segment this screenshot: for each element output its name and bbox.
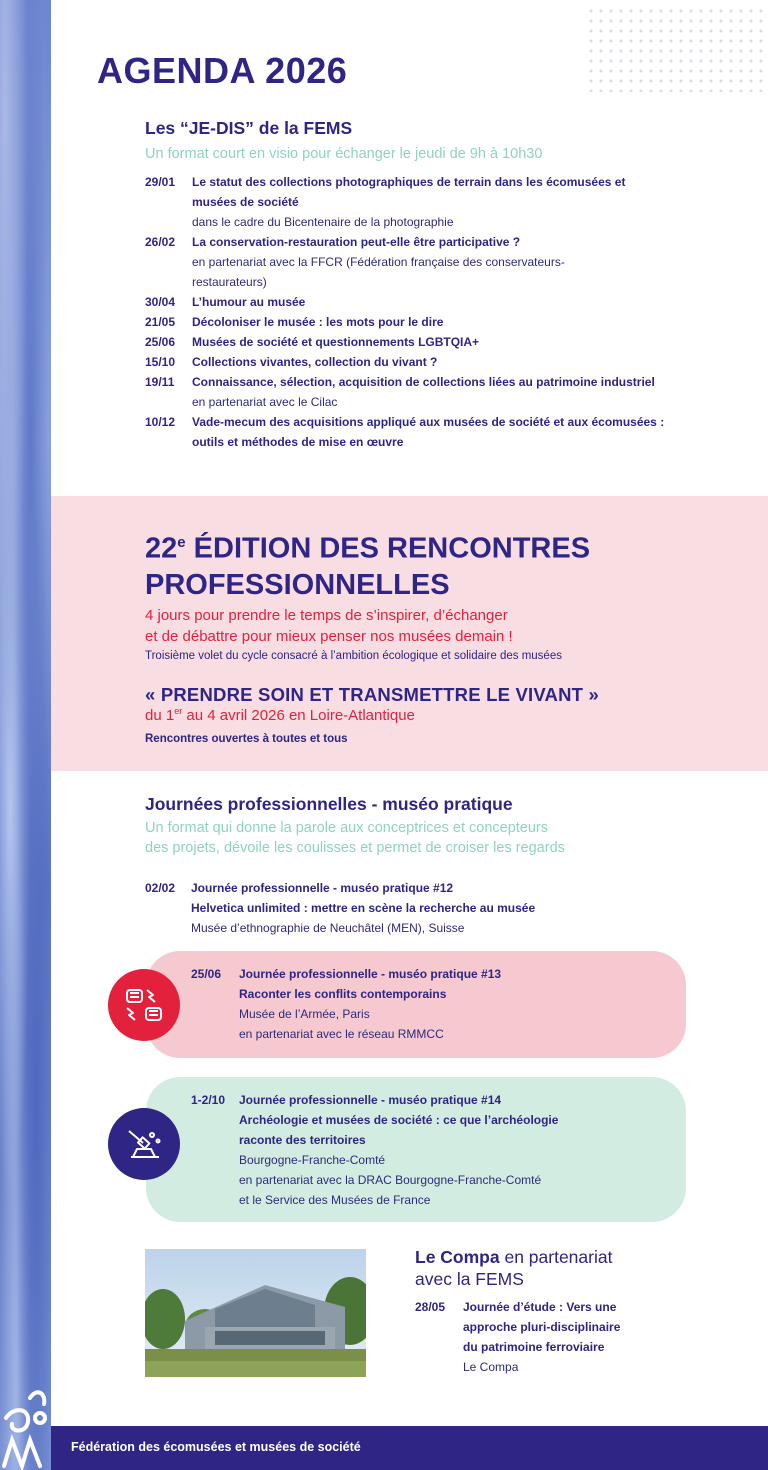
list-item <box>145 412 665 452</box>
event-partner-2: et le Service des Musées de France <box>239 1193 431 1207</box>
archaeology-brush-icon <box>108 1108 180 1180</box>
rencontres-theme: « PRENDRE SOIN ET TRANSMETTRE LE VIVANT » <box>145 684 599 705</box>
dates-sup: er <box>174 706 183 716</box>
list-item <box>145 878 535 938</box>
event-date: 25/06 <box>191 967 222 981</box>
compa-heading <box>415 1246 612 1290</box>
list-item <box>145 332 665 352</box>
footer <box>51 1426 768 1470</box>
footer-text: Fédération des écomusées et musées de société <box>71 1440 361 1454</box>
event-note: en partenariat avec le Cilac <box>192 395 338 409</box>
list-item <box>191 1090 558 1210</box>
event-title: La conservation-restauration peut-elle être participative ? <box>192 235 521 249</box>
list-item <box>145 292 665 312</box>
rencontres-dates <box>145 706 415 724</box>
event-date: 19/11 <box>145 375 175 389</box>
event-date: 25/06 <box>145 335 176 349</box>
event-title-line3: du patrimoine ferroviaire <box>463 1340 605 1354</box>
event-note: dans le cadre du Bicentenaire de la photographie <box>192 215 454 229</box>
event-place: Musée d’ethnographie de Neuchâtel (MEN), Suisse <box>191 921 465 935</box>
compa-heading-rest: en partenariat <box>499 1247 613 1267</box>
event-date: 15/10 <box>145 355 176 369</box>
list-item <box>145 232 665 292</box>
journees-subtitle-line1: Un format qui donne la parole aux conceptrices et concepteurs <box>145 820 549 836</box>
event-title: Collections vivantes, collection du vivant ? <box>192 355 438 369</box>
event-title: Raconter les conflits contemporains <box>239 987 447 1001</box>
list-item <box>145 372 665 412</box>
rencontres-open: Rencontres ouvertes à toutes et tous <box>145 733 348 745</box>
fist-conflict-icon <box>108 969 180 1041</box>
event-title: Décoloniser le musée : les mots pour le dire <box>192 315 444 329</box>
decorative-dot-grid <box>586 6 764 92</box>
event-name: Journée professionnelle - muséo pratique #14 <box>239 1093 502 1107</box>
event-title: Musées de société et questionnements LGBTQIA+ <box>192 335 480 349</box>
rencontres-volet: Troisième volet du cycle consacré à l’ambition écologique et solidaire des musées <box>145 650 562 662</box>
heading-line2: PROFESSIONNELLES <box>145 568 450 601</box>
page-title: AGENDA 2026 <box>97 50 348 91</box>
event-title-line2: raconte des territoires <box>239 1133 366 1147</box>
event-partner: en partenariat avec la DRAC Bourgogne-Franche-Comté <box>239 1173 542 1187</box>
edition-number: 22 <box>145 532 178 565</box>
event-date: 1-2/10 <box>191 1093 226 1107</box>
event-date: 10/12 <box>145 415 176 429</box>
event-title: Vade-mecum des acquisitions appliqué aux musées de société et aux écomusées : outils et méthodes de mise en œuvre <box>192 415 665 449</box>
event-date: 26/02 <box>145 235 176 249</box>
rencontres-heading <box>145 525 590 603</box>
journees-subtitle-line2: des projets, dévoile les coulisses et permet de croiser les regards <box>145 840 565 856</box>
jedis-subtitle: Un format court en visio pour échanger le jeudi de 9h à 10h30 <box>145 146 543 162</box>
journees-heading: Journées professionnelles - muséo pratique <box>145 794 513 814</box>
le-compa-building-photo <box>145 1249 366 1377</box>
event-date: 30/04 <box>145 295 176 309</box>
event-date: 29/01 <box>145 175 176 189</box>
event-title: Helvetica unlimited : mettre en scène la recherche au musée <box>191 901 536 915</box>
event-place: Musée de l’Armée, Paris <box>239 1007 370 1021</box>
event-note: en partenariat avec la FFCR (Fédération française des conservateurs-restaurateurs) <box>192 255 565 289</box>
compa-name: Le Compa <box>415 1247 500 1267</box>
rencontres-intro-line1: 4 jours pour prendre le temps de s’inspirer, d’échanger <box>145 607 508 624</box>
jedis-heading: Les “JE-DIS” de la FEMS <box>145 118 353 138</box>
compa-heading-line2: avec la FEMS <box>415 1269 524 1289</box>
event-title: L’humour au musée <box>192 295 306 309</box>
dates-suffix: au 4 avril 2026 en Loire-Atlantique <box>182 707 415 724</box>
event-partner: en partenariat avec le réseau RMMCC <box>239 1027 444 1041</box>
jedis-list <box>145 172 665 452</box>
list-item <box>191 964 501 1044</box>
event-name: Journée professionnelle - muséo pratique #13 <box>239 967 502 981</box>
list-item <box>145 172 665 232</box>
event-place: Le Compa <box>463 1360 519 1374</box>
rencontres-intro-line2: et de débattre pour mieux penser nos musées demain ! <box>145 628 513 645</box>
event-date: 02/02 <box>145 881 176 895</box>
event-title-line2: approche pluri-disciplinaire <box>463 1320 621 1334</box>
event-date: 28/05 <box>415 1300 446 1314</box>
dates-prefix: du 1 <box>145 707 175 724</box>
fems-logo-icon <box>0 1378 51 1470</box>
heading-line1: ÉDITION DES RENCONTRES <box>185 532 591 565</box>
event-title-line1: Journée d’étude : Vers une <box>463 1300 617 1314</box>
list-item <box>145 352 665 372</box>
event-title: Le statut des collections photographiques de terrain dans les écomusées et musées de société <box>192 175 626 209</box>
event-date: 21/05 <box>145 315 176 329</box>
event-name: Journée professionnelle - muséo pratique #12 <box>191 881 454 895</box>
edition-suffix: e <box>177 534 186 551</box>
list-item <box>415 1297 620 1377</box>
decorative-side-band <box>0 0 51 1470</box>
list-item <box>145 312 665 332</box>
event-place: Bourgogne-Franche-Comté <box>239 1153 386 1167</box>
event-title: Connaissance, sélection, acquisition de collections liées au patrimoine industriel <box>192 375 655 389</box>
event-title-line1: Archéologie et musées de société : ce que l’archéologie <box>239 1113 559 1127</box>
